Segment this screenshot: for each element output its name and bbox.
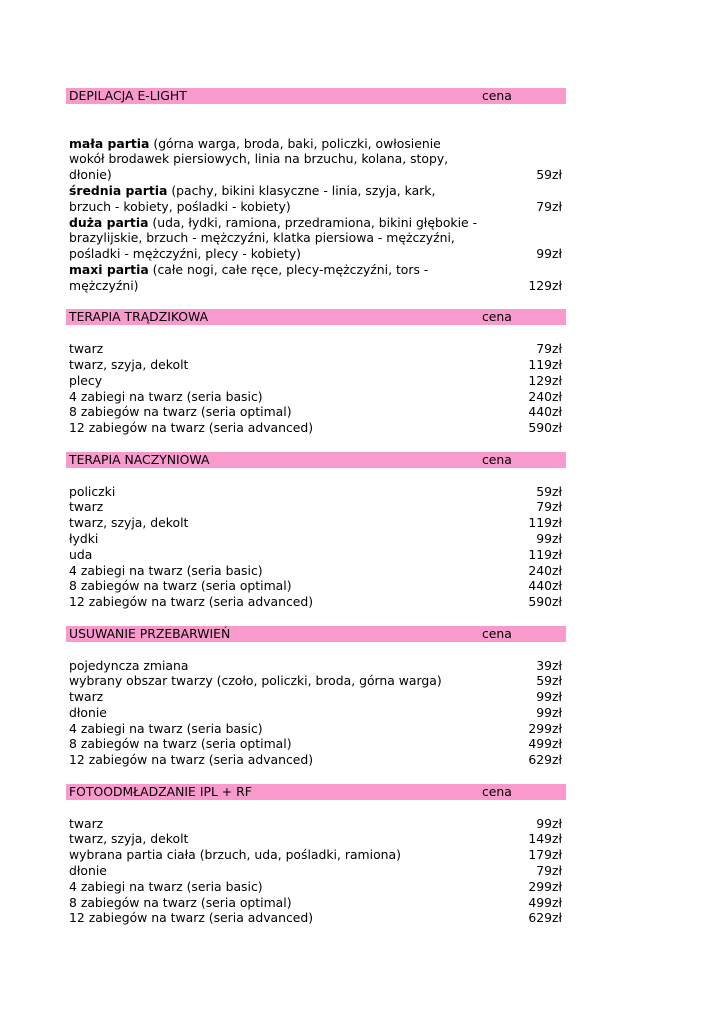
item-price: 629zł bbox=[528, 910, 562, 926]
list-item bbox=[66, 547, 566, 563]
section-header-fotoodmladzanie bbox=[66, 784, 566, 800]
item-label: wybrana partia ciała (brzuch, uda, pośladki, ramiona) bbox=[69, 847, 401, 863]
list-item bbox=[66, 658, 566, 674]
item-price: 629zł bbox=[528, 752, 562, 768]
item-label: pojedyncza zmiana bbox=[69, 657, 189, 673]
price-column-label: cena bbox=[482, 309, 512, 325]
item-price: 240zł bbox=[528, 388, 562, 404]
list-item bbox=[66, 736, 566, 752]
item-label: twarz, szyja, dekolt bbox=[69, 356, 189, 372]
section-title: FOTOODMŁADZANIE IPL + RF bbox=[69, 783, 252, 799]
item-price: 39zł bbox=[536, 657, 562, 673]
item-price: 59zł bbox=[536, 673, 562, 689]
section-title: TERAPIA TRĄDZIKOWA bbox=[69, 309, 209, 325]
item-label: twarz bbox=[69, 499, 104, 515]
item-description: (pachy, bikini klasyczne - linia, szyja, kark, brzuch - kobiety, pośladki - kobiety) bbox=[69, 182, 436, 214]
item-label: dłonie bbox=[69, 863, 107, 879]
list-item bbox=[66, 752, 566, 768]
list-item bbox=[66, 373, 566, 389]
item-label: twarz bbox=[69, 689, 104, 705]
item-price: 590zł bbox=[528, 420, 562, 436]
item-label: 12 zabiegów na twarz (seria advanced) bbox=[69, 910, 314, 926]
list-item bbox=[66, 895, 566, 911]
item-label: 12 zabiegów na twarz (seria advanced) bbox=[69, 752, 314, 768]
item-label: 8 zabiegów na twarz (seria optimal) bbox=[69, 736, 292, 752]
list-item bbox=[66, 831, 566, 847]
price-column-label: cena bbox=[482, 625, 512, 641]
item-price: 499zł bbox=[528, 736, 562, 752]
item-price: 99zł bbox=[536, 530, 562, 546]
list-item bbox=[66, 499, 566, 515]
list-item bbox=[66, 420, 566, 436]
section-title: DEPILACJA E-LIGHT bbox=[69, 88, 187, 103]
list-item bbox=[66, 389, 566, 405]
list-item bbox=[66, 183, 566, 215]
item-label: plecy bbox=[69, 372, 103, 388]
list-item bbox=[66, 910, 566, 926]
section-title: USUWANIE PRZEBARWIEŃ bbox=[69, 625, 231, 641]
list-item bbox=[66, 136, 566, 183]
item-name: maxi partia bbox=[69, 261, 149, 277]
item-price: 119zł bbox=[528, 515, 562, 531]
list-item bbox=[66, 531, 566, 547]
item-price: 119zł bbox=[528, 546, 562, 562]
item-price: 179zł bbox=[528, 847, 562, 863]
item-price: 440zł bbox=[528, 404, 562, 420]
item-label: 12 zabiegów na twarz (seria advanced) bbox=[69, 594, 314, 610]
item-price: 129zł bbox=[528, 372, 562, 388]
list-item bbox=[66, 563, 566, 579]
item-label: twarz bbox=[69, 815, 104, 831]
item-price: 79zł bbox=[536, 198, 562, 214]
item-price: 79zł bbox=[536, 499, 562, 515]
section-title: TERAPIA NACZYNIOWA bbox=[69, 451, 210, 467]
item-price: 499zł bbox=[528, 894, 562, 910]
item-label: twarz, szyja, dekolt bbox=[69, 831, 189, 847]
section-header-terapia-naczyniowa bbox=[66, 452, 566, 468]
item-price: 299zł bbox=[528, 878, 562, 894]
list-item bbox=[66, 515, 566, 531]
item-price: 99zł bbox=[536, 689, 562, 705]
item-price: 59zł bbox=[536, 483, 562, 499]
item-name: mała partia bbox=[69, 135, 150, 151]
item-description: (górna warga, broda, baki, policzki, owłosienie wokół brodawek piersiowych, linia na brzuchu, kolana, stopy, dłonie) bbox=[69, 135, 449, 183]
list-item bbox=[66, 484, 566, 500]
item-label: 8 zabiegów na twarz (seria optimal) bbox=[69, 894, 292, 910]
item-price: 119zł bbox=[528, 356, 562, 372]
item-price: 299zł bbox=[528, 720, 562, 736]
item-name: duża partia bbox=[69, 214, 149, 230]
list-item bbox=[66, 721, 566, 737]
list-item bbox=[66, 404, 566, 420]
list-item bbox=[66, 341, 566, 357]
list-item bbox=[66, 215, 566, 262]
item-description: (całe nogi, całe ręce, plecy-mężczyźni, tors - mężczyźni) bbox=[69, 261, 429, 293]
item-price: 149zł bbox=[528, 831, 562, 847]
item-label: twarz, szyja, dekolt bbox=[69, 515, 189, 531]
section-header-usuwanie-przebarwien bbox=[66, 626, 566, 642]
price-column-label: cena bbox=[482, 451, 512, 467]
item-price: 79zł bbox=[536, 341, 562, 357]
item-price: 99zł bbox=[536, 704, 562, 720]
price-column-label: cena bbox=[482, 88, 512, 103]
price-column-label: cena bbox=[482, 783, 512, 799]
item-label: 4 zabiegi na twarz (seria basic) bbox=[69, 388, 263, 404]
item-label: 4 zabiegi na twarz (seria basic) bbox=[69, 720, 263, 736]
item-price: 99zł bbox=[536, 815, 562, 831]
item-name: średnia partia bbox=[69, 182, 168, 198]
item-label: wybrany obszar twarzy (czoło, policzki, broda, górna warga) bbox=[69, 673, 442, 689]
list-item bbox=[66, 705, 566, 721]
item-label: twarz bbox=[69, 341, 104, 357]
item-price: 240zł bbox=[528, 562, 562, 578]
item-price: 79zł bbox=[536, 863, 562, 879]
list-item bbox=[66, 673, 566, 689]
item-label: 8 zabiegów na twarz (seria optimal) bbox=[69, 404, 292, 420]
item-price: 59zł bbox=[536, 167, 562, 183]
item-label: 4 zabiegi na twarz (seria basic) bbox=[69, 562, 263, 578]
list-item bbox=[66, 262, 566, 294]
list-item bbox=[66, 357, 566, 373]
price-list bbox=[66, 88, 566, 926]
list-item bbox=[66, 847, 566, 863]
item-label: 4 zabiegi na twarz (seria basic) bbox=[69, 878, 263, 894]
item-label: uda bbox=[69, 546, 93, 562]
item-label: 8 zabiegów na twarz (seria optimal) bbox=[69, 578, 292, 594]
item-price: 590zł bbox=[528, 594, 562, 610]
list-item bbox=[66, 816, 566, 832]
list-item bbox=[66, 863, 566, 879]
section-header-depilacja bbox=[66, 88, 566, 104]
item-label: łydki bbox=[69, 530, 99, 546]
list-item bbox=[66, 879, 566, 895]
list-item bbox=[66, 578, 566, 594]
item-label: dłonie bbox=[69, 704, 107, 720]
list-item bbox=[66, 689, 566, 705]
item-price: 440zł bbox=[528, 578, 562, 594]
item-price: 129zł bbox=[528, 277, 562, 293]
section-header-terapia-tradzikowa bbox=[66, 309, 566, 325]
item-label: policzki bbox=[69, 483, 116, 499]
item-description: (uda, łydki, ramiona, przedramiona, bikini głębokie - brazylijskie, brzuch - mężczyźni, klatka piersiowa - mężczyźni, pośladki - mężczyźni, plecy - kobiety) bbox=[69, 214, 478, 262]
item-label: 12 zabiegów na twarz (seria advanced) bbox=[69, 420, 314, 436]
item-price: 99zł bbox=[536, 246, 562, 262]
list-item bbox=[66, 594, 566, 610]
